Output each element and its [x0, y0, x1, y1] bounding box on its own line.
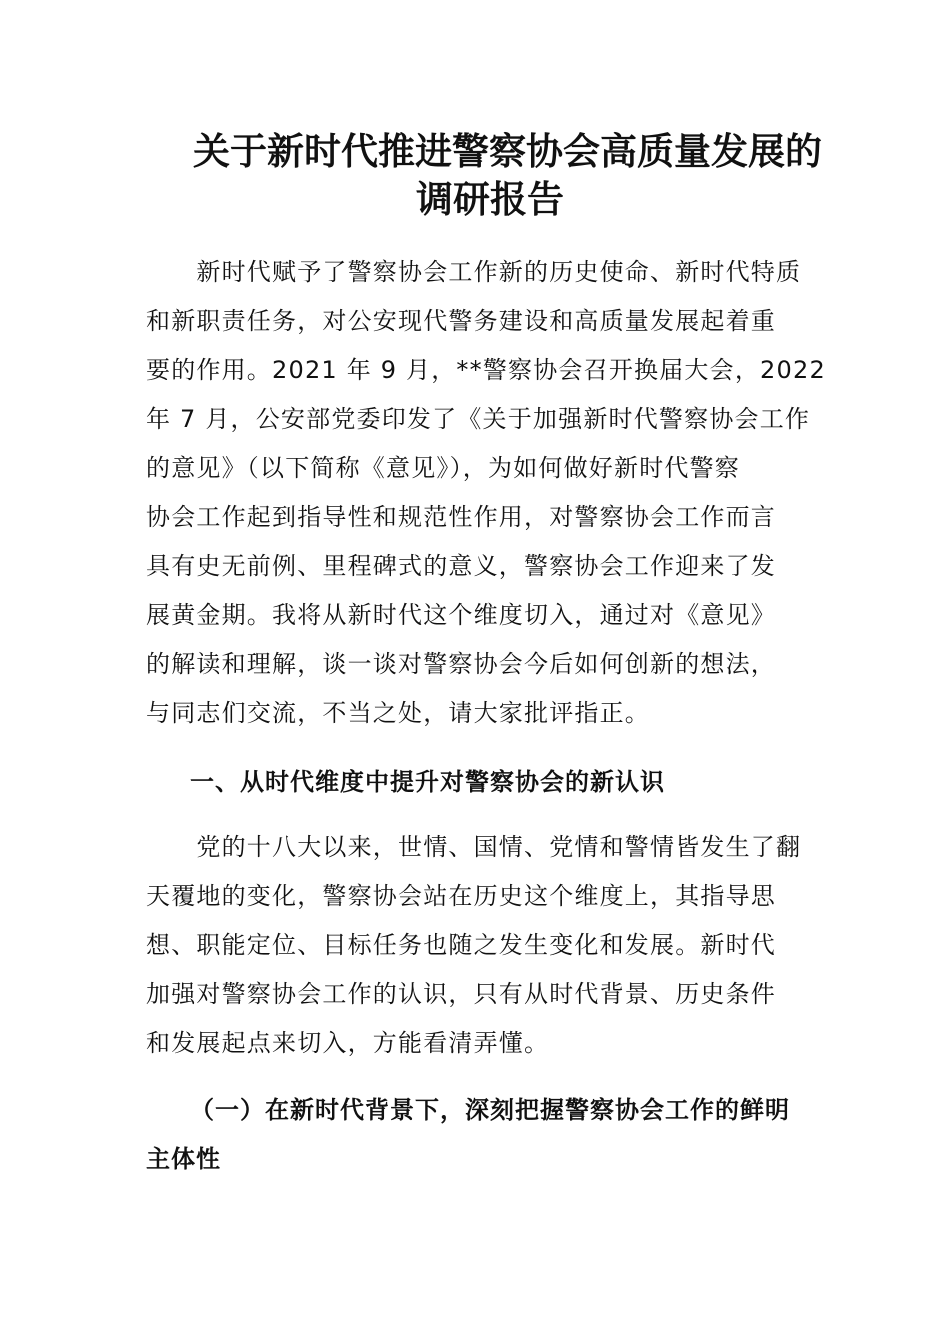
subsection-heading-line-2: 主体性 — [146, 1145, 221, 1173]
paragraph-line: 要的作用。2021 年 9 月，**警察协会召开换届大会，2022 — [146, 356, 826, 384]
paragraph-line: 党的十八大以来，世情、国情、党情和警情皆发生了翻 — [146, 833, 802, 861]
intro-paragraph — [146, 248, 826, 738]
paragraph-line: 新时代赋予了警察协会工作新的历史使命、新时代特质 — [146, 258, 802, 286]
paragraph-line: 加强对警察协会工作的认识，只有从时代背景、历史条件 — [146, 980, 776, 1008]
subsection-heading-line-1: （一）在新时代背景下，深刻把握警察协会工作的鲜明 — [190, 1096, 790, 1124]
paragraph-line: 的意见》（以下简称《意见》），为如何做好新时代警察 — [146, 454, 740, 482]
paragraph-line: 与同志们交流，不当之处，请大家批评指正。 — [146, 699, 650, 727]
document-title-line-2: 调研报告 — [416, 177, 564, 221]
paragraph-line: 协会工作起到指导性和规范性作用，对警察协会工作而言 — [146, 503, 776, 531]
document-title-line-1: 关于新时代推进警察协会高质量发展的 — [193, 129, 822, 173]
paragraph-line: 想、职能定位、目标任务也随之发生变化和发展。新时代 — [146, 931, 776, 959]
paragraph-line: 具有史无前例、里程碑式的意义，警察协会工作迎来了发 — [146, 552, 776, 580]
section-heading-1: 一、从时代维度中提升对警察协会的新认识 — [190, 768, 665, 796]
paragraph-line: 年 7 月，公安部党委印发了《关于加强新时代警察协会工作 — [146, 405, 811, 433]
section-paragraph — [146, 823, 806, 1068]
paragraph-line: 展黄金期。我将从新时代这个维度切入，通过对《意见》 — [146, 601, 776, 629]
paragraph-line: 天覆地的变化，警察协会站在历史这个维度上，其指导思 — [146, 882, 776, 910]
paragraph-line: 的解读和理解，谈一谈对警察协会今后如何创新的想法， — [146, 650, 776, 678]
paragraph-line: 和新职责任务，对公安现代警务建设和高质量发展起着重 — [146, 307, 776, 335]
subsection-heading-1 — [146, 1086, 806, 1184]
paragraph-line: 和发展起点来切入，方能看清弄懂。 — [146, 1029, 550, 1057]
